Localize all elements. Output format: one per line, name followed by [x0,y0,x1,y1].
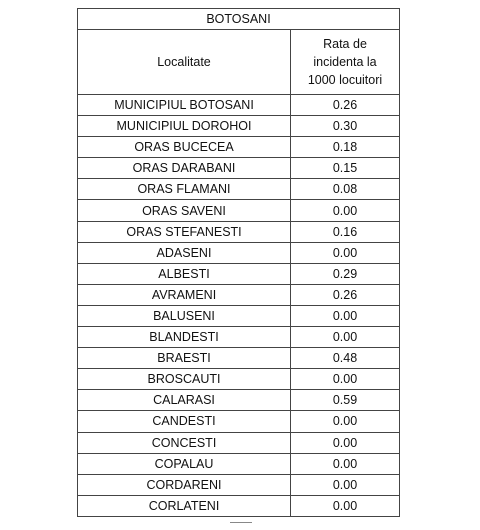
incidence-rate-cell: 0.30 [291,116,400,137]
page-bottom-mark [230,522,252,526]
table-title: BOTOSANI [78,9,400,30]
incidence-rate-cell: 0.00 [291,453,400,474]
incidence-rate-cell: 0.15 [291,158,400,179]
incidence-rate-cell: 0.00 [291,411,400,432]
locality-cell: ORAS DARABANI [78,158,291,179]
incidence-rate-cell: 0.00 [291,242,400,263]
table-row [78,305,400,326]
table-row [78,221,400,242]
locality-cell: ORAS SAVENI [78,200,291,221]
incidence-rate-cell: 0.48 [291,348,400,369]
incidence-rate-cell: 0.26 [291,95,400,116]
incidence-rate-cell: 0.00 [291,327,400,348]
locality-cell: ORAS FLAMANI [78,179,291,200]
table-row [78,137,400,158]
incidence-table-container [77,8,399,517]
column-header-rate-line: 1000 locuitori [307,73,383,87]
locality-cell: ADASENI [78,242,291,263]
incidence-rate-cell: 0.59 [291,390,400,411]
table-row [78,432,400,453]
locality-cell: CONCESTI [78,432,291,453]
column-header-rate [291,30,400,95]
table-body [78,95,400,517]
table-row [78,495,400,516]
incidence-rate-cell: 0.00 [291,432,400,453]
table-row [78,179,400,200]
table-row [78,200,400,221]
locality-cell: BRAESTI [78,348,291,369]
locality-cell: BALUSENI [78,305,291,326]
column-header-rate-line: incidenta la [313,55,377,69]
table-row [78,327,400,348]
table-row [78,263,400,284]
locality-cell: BLANDESTI [78,327,291,348]
incidence-rate-cell: 0.16 [291,221,400,242]
table-row [78,95,400,116]
incidence-rate-cell: 0.26 [291,284,400,305]
incidence-rate-cell: 0.00 [291,369,400,390]
incidence-rate-cell: 0.18 [291,137,400,158]
column-header-localitate: Localitate [78,30,291,95]
incidence-table [77,8,400,517]
locality-cell: AVRAMENI [78,284,291,305]
locality-cell: MUNICIPIUL DOROHOI [78,116,291,137]
table-row [78,453,400,474]
locality-cell: CALARASI [78,390,291,411]
table-row [78,242,400,263]
table-row [78,284,400,305]
table-title-row [78,9,400,30]
locality-cell: CANDESTI [78,411,291,432]
table-row [78,158,400,179]
locality-cell: ORAS STEFANESTI [78,221,291,242]
locality-cell: ORAS BUCECEA [78,137,291,158]
locality-cell: MUNICIPIUL BOTOSANI [78,95,291,116]
incidence-rate-cell: 0.00 [291,495,400,516]
table-row [78,411,400,432]
incidence-rate-cell: 0.00 [291,200,400,221]
table-row [78,390,400,411]
table-row [78,348,400,369]
locality-cell: CORDARENI [78,474,291,495]
table-row [78,474,400,495]
incidence-rate-cell: 0.00 [291,474,400,495]
locality-cell: ALBESTI [78,263,291,284]
table-row [78,116,400,137]
locality-cell: COPALAU [78,453,291,474]
column-header-rate-line: Rata de [323,37,367,51]
incidence-rate-cell: 0.29 [291,263,400,284]
locality-cell: CORLATENI [78,495,291,516]
locality-cell: BROSCAUTI [78,369,291,390]
incidence-rate-cell: 0.00 [291,305,400,326]
incidence-rate-cell: 0.08 [291,179,400,200]
table-row [78,369,400,390]
table-header-row [78,30,400,95]
